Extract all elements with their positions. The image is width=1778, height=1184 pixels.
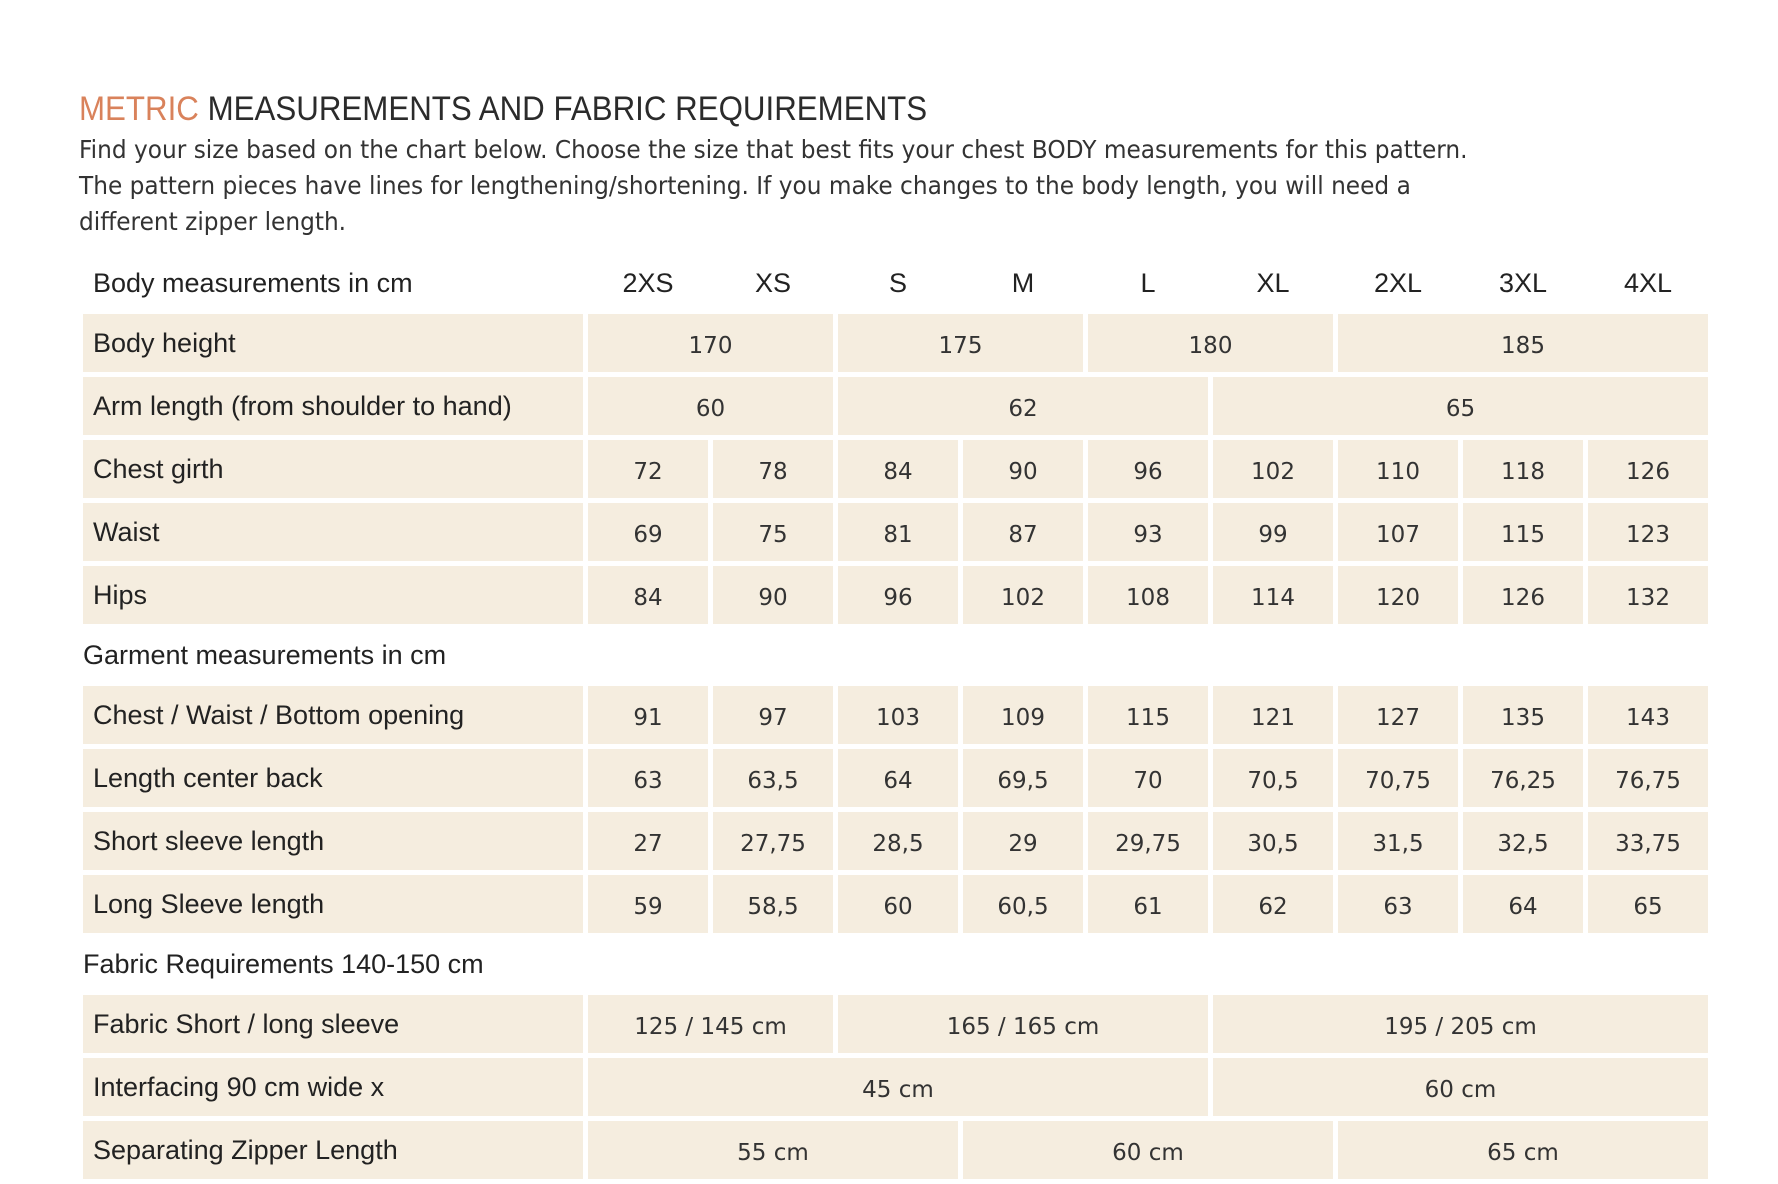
table-cell: 64 <box>1463 875 1583 933</box>
table-cell: 59 <box>588 875 708 933</box>
intro-line: Find your size based on the chart below. Choose the size that best fits your chest BODY measurements for this pattern. <box>79 135 1468 164</box>
table-cell: 195 / 205 cm <box>1213 995 1708 1053</box>
table-cell: 61 <box>1088 875 1208 933</box>
size-header-s: S <box>888 267 907 298</box>
table-row <box>83 440 1708 498</box>
table-cell: 87 <box>963 503 1083 561</box>
table-cell: 91 <box>588 686 708 744</box>
size-header-l: L <box>1140 267 1156 298</box>
table-row <box>83 995 1708 1053</box>
table-row <box>83 686 1708 744</box>
table-cell: 114 <box>1213 566 1333 624</box>
row-label: Chest girth <box>83 440 583 498</box>
table-row <box>83 1121 1708 1179</box>
table-cell: 45 cm <box>588 1058 1208 1116</box>
table-row <box>83 566 1708 624</box>
row-label: Short sleeve length <box>83 812 583 870</box>
table-cell: 115 <box>1463 503 1583 561</box>
table-cell: 103 <box>838 686 958 744</box>
table-cell: 76,75 <box>1588 749 1708 807</box>
size-header-m: M <box>1011 267 1035 298</box>
table-cell: 75 <box>713 503 833 561</box>
table-cell: 65 cm <box>1338 1121 1708 1179</box>
table-header-row <box>83 257 1708 309</box>
table-cell: 90 <box>713 566 833 624</box>
table-cell: 72 <box>588 440 708 498</box>
table-cell: 102 <box>1213 440 1333 498</box>
row-label: Chest / Waist / Bottom opening <box>83 686 583 744</box>
section-header: Fabric Requirements 140-150 cm <box>83 948 484 979</box>
row-label: Length center back <box>83 749 583 807</box>
table-cell: 99 <box>1213 503 1333 561</box>
table-row <box>83 314 1708 372</box>
size-header-2xs: 2XS <box>622 267 674 298</box>
table-cell: 170 <box>588 314 833 372</box>
page-title <box>79 88 1579 130</box>
header-label: Body measurements in cm <box>93 267 413 298</box>
table-cell: 102 <box>963 566 1083 624</box>
table-cell: 109 <box>963 686 1083 744</box>
intro-text <box>79 132 1729 240</box>
table-cell: 63 <box>1338 875 1458 933</box>
table-cell: 60,5 <box>963 875 1083 933</box>
table-cell: 97 <box>713 686 833 744</box>
size-header-xs: XS <box>754 267 792 298</box>
table-cell: 55 cm <box>588 1121 958 1179</box>
table-cell: 175 <box>838 314 1083 372</box>
table-cell: 29 <box>963 812 1083 870</box>
table-cell: 27 <box>588 812 708 870</box>
table-row <box>83 749 1708 807</box>
table-cell: 115 <box>1088 686 1208 744</box>
table-cell: 70,75 <box>1338 749 1458 807</box>
table-row <box>83 1058 1708 1116</box>
table-cell: 63,5 <box>713 749 833 807</box>
table-cell: 81 <box>838 503 958 561</box>
table-cell: 125 / 145 cm <box>588 995 833 1053</box>
document-page <box>79 88 1709 240</box>
section-header-row <box>83 629 1708 681</box>
table-cell: 30,5 <box>1213 812 1333 870</box>
table-cell: 180 <box>1088 314 1333 372</box>
row-label: Waist <box>83 503 583 561</box>
table-cell: 143 <box>1588 686 1708 744</box>
table-row <box>83 503 1708 561</box>
table-cell: 60 cm <box>1213 1058 1708 1116</box>
table-cell: 65 <box>1213 377 1708 435</box>
table-cell: 84 <box>588 566 708 624</box>
table-cell: 185 <box>1338 314 1708 372</box>
table-cell: 165 / 165 cm <box>838 995 1208 1053</box>
table-body <box>83 314 1708 1179</box>
table-cell: 32,5 <box>1463 812 1583 870</box>
table-cell: 121 <box>1213 686 1333 744</box>
section-header-row <box>83 938 1708 990</box>
size-header-3xl: 3XL <box>1498 267 1548 298</box>
table-row <box>83 812 1708 870</box>
row-label: Arm length (from shoulder to hand) <box>83 377 583 435</box>
table-cell: 60 <box>588 377 833 435</box>
size-header-2xl: 2XL <box>1373 267 1423 298</box>
table-cell: 123 <box>1588 503 1708 561</box>
table-cell: 65 <box>1588 875 1708 933</box>
table-cell: 127 <box>1338 686 1458 744</box>
table-row <box>83 377 1708 435</box>
table-cell: 62 <box>838 377 1208 435</box>
table-cell: 110 <box>1338 440 1458 498</box>
intro-line: The pattern pieces have lines for lengthening/shortening. If you make changes to the body length, you will need a <box>79 171 1411 200</box>
table-cell: 96 <box>838 566 958 624</box>
table-cell: 93 <box>1088 503 1208 561</box>
table-cell: 78 <box>713 440 833 498</box>
table-cell: 120 <box>1338 566 1458 624</box>
row-label: Long Sleeve length <box>83 875 583 933</box>
table-cell: 27,75 <box>713 812 833 870</box>
table-cell: 69,5 <box>963 749 1083 807</box>
intro-line: different zipper length. <box>79 207 347 236</box>
table-cell: 126 <box>1588 440 1708 498</box>
table-cell: 96 <box>1088 440 1208 498</box>
title-accent: METRIC <box>79 90 199 128</box>
row-label: Body height <box>83 314 583 372</box>
table-cell: 31,5 <box>1338 812 1458 870</box>
table-cell: 90 <box>963 440 1083 498</box>
row-label: Fabric Short / long sleeve <box>83 995 583 1053</box>
table-cell: 60 cm <box>963 1121 1333 1179</box>
table-cell: 84 <box>838 440 958 498</box>
section-header: Garment measurements in cm <box>83 639 447 670</box>
table-cell: 70,5 <box>1213 749 1333 807</box>
table-cell: 33,75 <box>1588 812 1708 870</box>
table-cell: 28,5 <box>838 812 958 870</box>
row-label: Hips <box>83 566 583 624</box>
table-cell: 29,75 <box>1088 812 1208 870</box>
size-chart-table <box>78 252 1713 1184</box>
table-cell: 58,5 <box>713 875 833 933</box>
size-header-xl: XL <box>1256 267 1290 298</box>
table-cell: 64 <box>838 749 958 807</box>
title-rest: MEASUREMENTS AND FABRIC REQUIREMENTS <box>198 90 928 128</box>
row-label: Interfacing 90 cm wide x <box>83 1058 583 1116</box>
size-header-4xl: 4XL <box>1623 267 1673 298</box>
table-cell: 76,25 <box>1463 749 1583 807</box>
table-cell: 107 <box>1338 503 1458 561</box>
table-cell: 60 <box>838 875 958 933</box>
table-cell: 70 <box>1088 749 1208 807</box>
table-cell: 63 <box>588 749 708 807</box>
table-row <box>83 875 1708 933</box>
table-cell: 62 <box>1213 875 1333 933</box>
table-cell: 118 <box>1463 440 1583 498</box>
table-cell: 126 <box>1463 566 1583 624</box>
row-label: Separating Zipper Length <box>83 1121 583 1179</box>
table-cell: 132 <box>1588 566 1708 624</box>
table-cell: 135 <box>1463 686 1583 744</box>
table-cell: 69 <box>588 503 708 561</box>
table-cell: 108 <box>1088 566 1208 624</box>
